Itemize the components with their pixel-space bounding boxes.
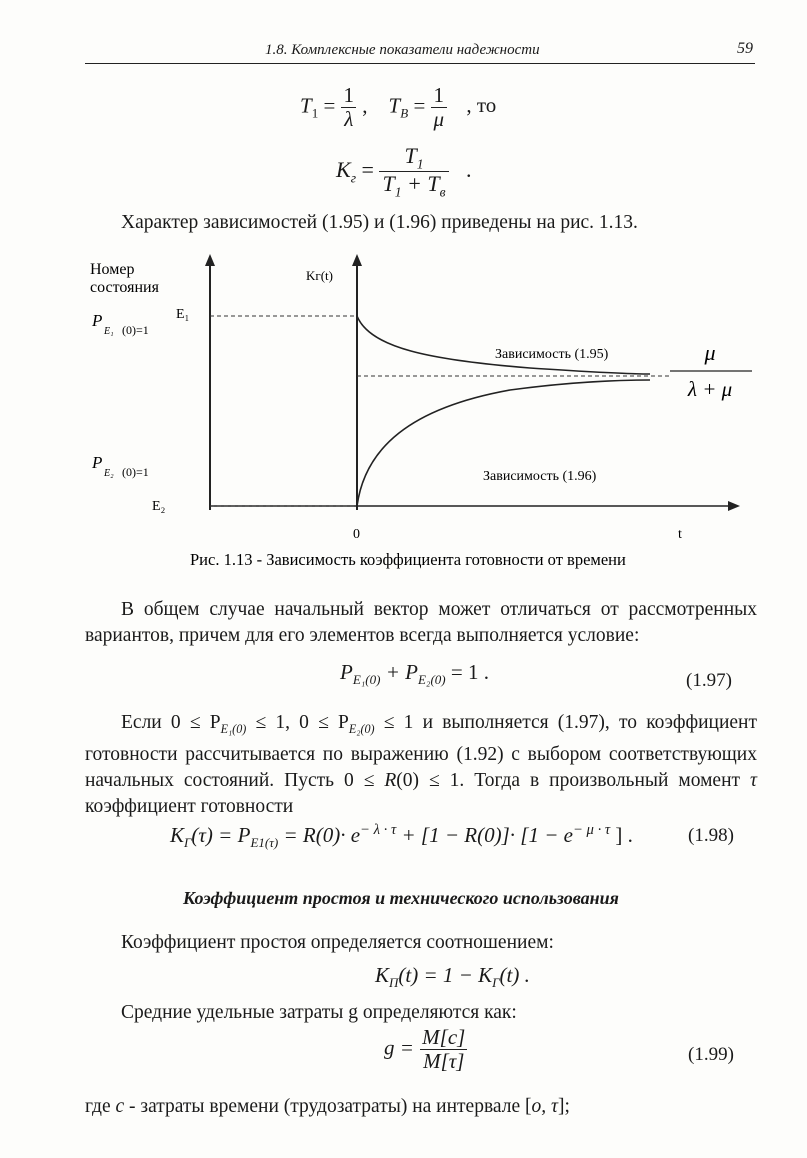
p1-tail: (0)=1: [122, 323, 149, 337]
asymptote-denominator: λ + μ: [687, 377, 733, 401]
e2-label: E₂: [152, 499, 166, 514]
p1-label: P: [92, 311, 103, 330]
equation-1-98: $K_Г(\tau) = P_{E1(\tau)} = R(0)\cdot e^{- \lambda \cdot \tau} + [1 - R(0)]\cdot [1 - e^{- \mu \cdot \tau}$ ] .: [170, 822, 633, 851]
asymptote-numerator: μ: [704, 340, 716, 365]
kg-tail: .: [466, 156, 472, 182]
running-header: [85, 38, 755, 64]
formula-t1-tb: $T_1$ = $\frac{1}{\lambda}$ , $T_B$ = $\frac{1}{\mu}$ , то: [300, 83, 497, 132]
formula-kg: $K_г$ = $\frac{T_1}{T_1 + T_в}$ .: [336, 143, 472, 200]
paragraph-5: где c - затраты времени (трудозатраты) на интервале [o, τ];: [85, 1096, 570, 1117]
equation-1-97-number: (1.97): [686, 670, 732, 691]
section-title: Коэффициент простоя и технического использования: [183, 888, 619, 908]
kg-fraction: [379, 144, 448, 200]
tb-denominator: μ: [431, 107, 448, 131]
paragraph-4: Средние удельные затраты g определяются как:: [121, 1002, 517, 1023]
tb-subscript: B: [400, 105, 409, 121]
p2-label: P: [92, 453, 103, 472]
kg-axis-label: Kг(t): [306, 268, 333, 283]
equation-1-99-number: (1.99): [688, 1044, 734, 1065]
intro-text: Характер зависимостей (1.95) и (1.96) приведены на рис. 1.13.: [121, 212, 638, 233]
kg-numerator: $T_1$: [404, 143, 424, 172]
tb-numerator: 1: [433, 83, 445, 107]
left-title-1: Номер: [90, 261, 135, 278]
kg-symbol: K: [336, 156, 351, 182]
curve-1-95: [357, 316, 650, 374]
t1-subscript: 1: [311, 105, 319, 121]
curve-1-96-label: Зависимость (1.96): [483, 469, 597, 484]
x-axis-label: t: [678, 527, 682, 542]
t1-numerator: 1: [343, 83, 355, 107]
equation-1-98-number: (1.98): [688, 825, 734, 846]
paragraph-1: В общем случае начальный вектор может отличаться от рассмотренных вариантов, причем для его элементов всегда выполняется условие:: [85, 599, 757, 646]
t1-denominator: λ: [341, 107, 356, 131]
paragraph-3: Коэффициент простоя определяется соотношением:: [121, 932, 554, 953]
header-title: 1.8. Комплексные показатели надежности: [265, 42, 540, 58]
kg-subscript: г: [350, 170, 357, 186]
kg-denominator: $T_1 + T_в$: [379, 171, 448, 199]
p1-sub: E₁: [104, 326, 114, 337]
left-title-2: состояния: [90, 279, 159, 296]
kg-axis-arrow: [352, 254, 362, 266]
equation-1-97: $P_{E_1(0)} + P_{E_2(0)} = 1$ .: [340, 660, 489, 688]
e1-label: E₁: [176, 307, 190, 322]
header-rule: [85, 63, 755, 64]
left-axis-arrow: [205, 254, 215, 266]
curve-1-95-label: Зависимость (1.95): [495, 347, 609, 362]
equation-kp: $K_П(t) = 1 - K_Г(t)$ .: [375, 963, 530, 991]
paragraph-2: Если $0 \le P_{E_1(0)} \le 1$, $0 \le P_{E_2(0)} \le 1$ и выполняется (1.97), то коэффициент готовности рассчитывается по выражению (1.92) с выбором соответствующих начальных состояний. Пусть 0 ≤ R(0) ≤ 1. Тогда в произвольный момент τ коэффициент готовности: [85, 712, 757, 817]
page-number: 59: [737, 40, 753, 57]
t1-fraction: [341, 84, 358, 131]
then-text: , то: [466, 93, 497, 118]
equation-1-99: g = $\frac{M[c]}{M[\tau]}$: [384, 1026, 468, 1073]
figure-caption: Рис. 1.13 - Зависимость коэффициента готовности от времени: [190, 550, 626, 569]
p2-sub: E₂: [104, 468, 114, 479]
eq-1-99-fraction: $\frac{M[c]}{M[\tau]}$: [419, 1026, 468, 1073]
curve-1-96: [357, 380, 650, 506]
time-axis-arrow: [728, 501, 740, 511]
p2-tail: (0)=1: [122, 465, 149, 479]
x-tick-zero: 0: [353, 527, 360, 542]
tb-fraction: [431, 84, 448, 131]
tb-symbol: T: [388, 93, 401, 118]
figure-1-13: [70, 248, 760, 578]
t1-symbol: T: [300, 93, 312, 118]
